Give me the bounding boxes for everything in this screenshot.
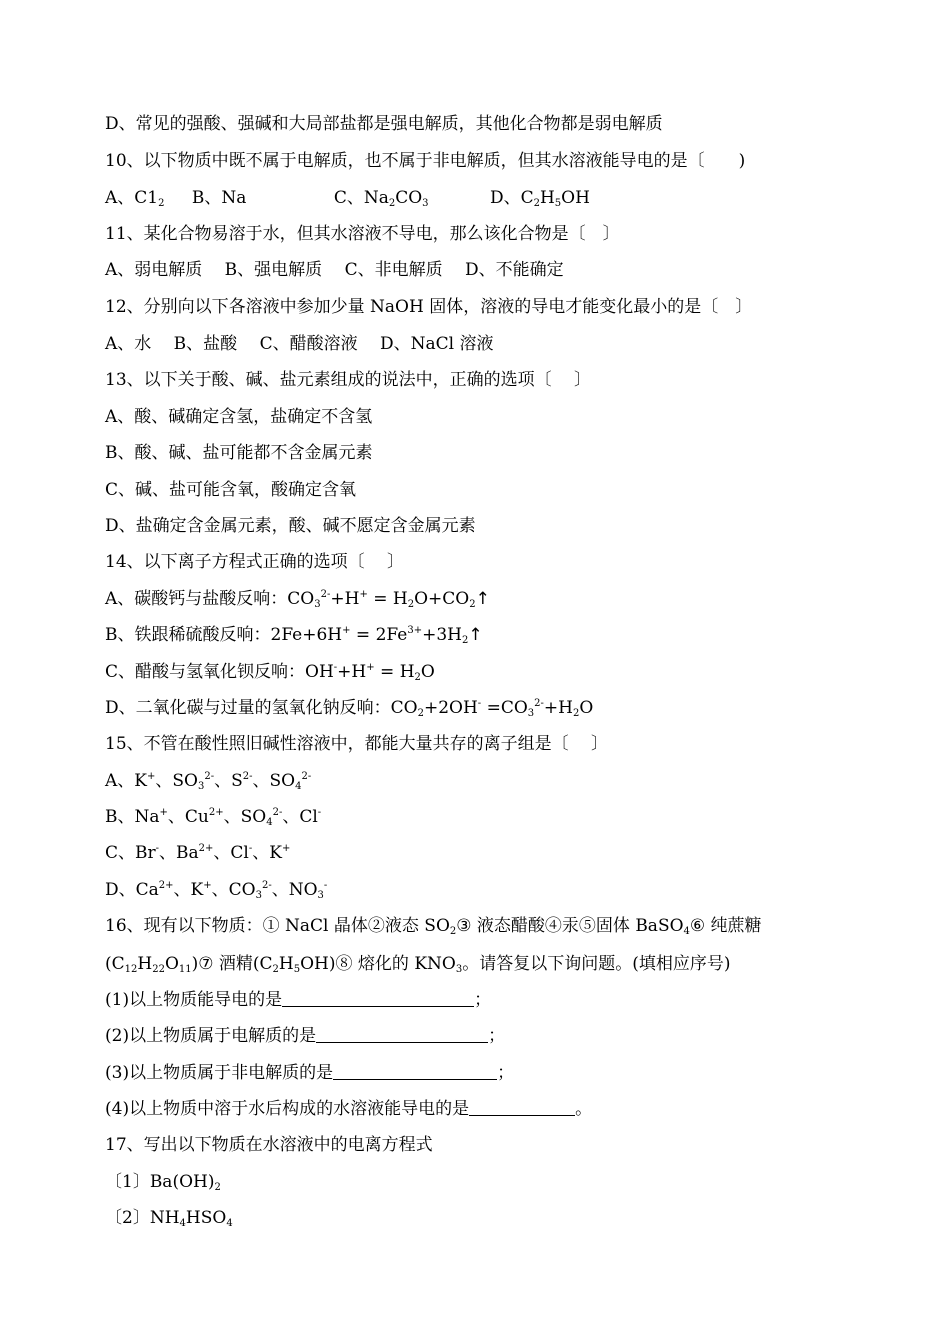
question-17-part-1: 〔1〕$Ba(OH)_2$	[105, 1172, 221, 1193]
question-10-options: A、$C1_2$ B、Na C、$Na_2CO_3$ D、$C_2H_5OH$	[105, 188, 590, 209]
question-12-options: A、水 B、盐酸 C、醋酸溶液 D、NaCl 溶液	[105, 334, 494, 354]
question-14-option-d: D、二氧化碳与过量的氢氧化钠反响：$CO_2+2OH^- =CO_3^{2-}+H_2O$	[105, 698, 594, 719]
question-16-part-4: (4)以上物质中溶于水后构成的水溶液能导电的是 。	[105, 1099, 593, 1119]
question-15-option-b: B、Na+、$Cu^{2+}$、$SO_4^{2-}$、Cl-	[105, 807, 322, 828]
question-17-part-2: 〔2〕$NH_4HSO_4$	[105, 1208, 233, 1229]
question-16-part-1: (1)以上物质能导电的是 ；	[105, 990, 492, 1010]
answer-blank-3[interactable]	[333, 1063, 497, 1080]
question-16-cont: $(C_{12}H_{22}O_{11})⑦$ 酒精$(C_2H_5OH)⑧$ 熔化的 $KNO_3$。请答复以下询问题。(填相应序号)	[105, 954, 731, 975]
question-10: 10、以下物质中既不属于电解质，也不属于非电解质，但其水溶液能导电的是〔 )	[105, 151, 746, 171]
answer-blank-4[interactable]	[469, 1099, 575, 1116]
question-15-option-a: A、K+、$SO_3^{2-}$、$S^{2-}$、$SO_4^{2-}$	[105, 771, 312, 792]
answer-blank-1[interactable]	[282, 990, 474, 1007]
option-d-q9: D、常见的强酸、强碱和大局部盐都是强电解质，其他化合物都是弱电解质	[105, 114, 663, 134]
question-14-option-c: C、醋酸与氢氧化钡反响：$OH^-+H^+ = H_2O$	[105, 662, 435, 683]
question-15-option-c: C、Br-、$Ba^{2+}$、Cl-、K+	[105, 843, 291, 863]
question-14: 14、以下离子方程式正确的选项〔 〕	[105, 552, 405, 572]
question-14-option-a: A、碳酸钙与盐酸反响：$CO_3^{2-}+H^+$ = $H_2O+CO_2↑$	[105, 589, 490, 610]
question-13-option-a: A、酸、碱确定含氢，盐确定不含氢	[105, 407, 373, 427]
question-11: 11、某化合物易溶于水，但其水溶液不导电，那么该化合物是〔 〕	[105, 224, 620, 244]
question-17: 17、写出以下物质在水溶液中的电离方程式	[105, 1135, 433, 1155]
question-13-option-b: B、酸、碱、盐可能都不含金属元素	[105, 443, 373, 463]
question-12: 12、分别向以下各溶液中参加少量 NaOH 固体，溶液的导电才能变化最小的是〔 〕	[105, 297, 753, 317]
question-13-option-c: C、碱、盐可能含氧，酸确定含氧	[105, 480, 357, 500]
question-13: 13、以下关于酸、碱、盐元素组成的说法中，正确的选项〔 〕	[105, 370, 592, 390]
question-16-part-2: (2)以上物质属于电解质的是 ；	[105, 1026, 506, 1046]
answer-blank-2[interactable]	[316, 1026, 488, 1043]
question-15-option-d: D、$Ca^{2+}$、K+、$CO_3^{2-}$、$NO_3^-$	[105, 880, 328, 901]
question-13-option-d: D、盐确定含金属元素，酸、碱不愿定含金属元素	[105, 516, 476, 536]
question-16: 16、现有以下物质：① NaCl 晶体②液态 $SO_2③$ 液态醋酸④汞⑤固体 BaSO$_4$⑥ 纯蔗糖	[105, 916, 762, 937]
question-15: 15、不管在酸性照旧碱性溶液中，都能大量共存的离子组是〔 〕	[105, 734, 609, 754]
question-14-option-b: B、铁跟稀硫酸反响：$2Fe+6H^+ = 2Fe^{3+}+3H_2↑$	[105, 625, 483, 646]
question-11-options: A、弱电解质 B、强电解质 C、非电解质 D、不能确定	[105, 260, 564, 280]
question-16-part-3: (3)以上物质属于非电解质的是 ；	[105, 1063, 515, 1083]
